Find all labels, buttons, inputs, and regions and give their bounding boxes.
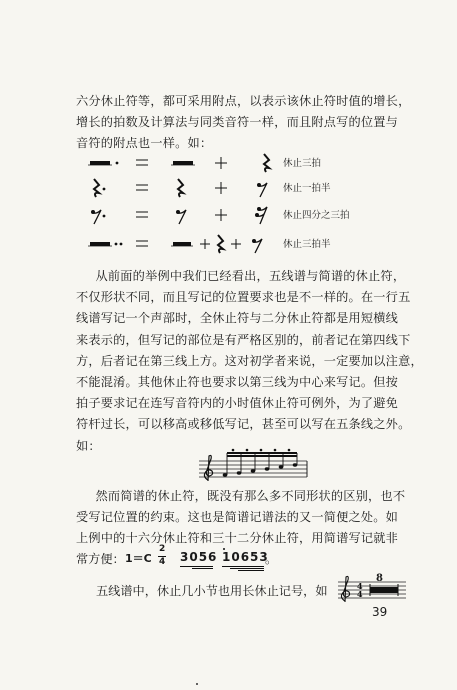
dotted-rest-example-2 xyxy=(88,177,408,199)
paragraph-jianpu-rests xyxy=(76,486,408,550)
dotted-rest-example-3 xyxy=(88,204,408,226)
staff-example-beamed-rests xyxy=(197,447,309,483)
time-signature-top: 2 xyxy=(159,544,166,554)
example-label: 休止四分之三拍 xyxy=(283,210,350,221)
paragraph-rest-placement xyxy=(76,266,423,457)
multirest-staff-example xyxy=(336,570,408,602)
underline-beam xyxy=(222,566,264,567)
text-line: 方，后者记在第三线上方。这对初学者来说，一定要加以注意， xyxy=(76,353,423,368)
example-label: 休止一拍半 xyxy=(283,183,331,194)
text-line: 增长的拍数及计算法与同类音符一样，而且附点写的位置与 xyxy=(76,115,399,130)
text-line: 拍子要求记在连写音符内的小时值休止符可例外，为了避免 xyxy=(76,396,399,411)
rest-equation-4-notation xyxy=(88,233,278,255)
text-line: 线谱写记一个声部时，全休止符与二分休止符都是用短横线 xyxy=(76,311,399,326)
text-line: 来表示的，但写记的部位是有严格区别的，前者记在第四线下 xyxy=(76,332,411,347)
dotted-rest-example-4 xyxy=(88,233,408,255)
underline-beam xyxy=(192,568,213,569)
high-octave-dot xyxy=(223,548,225,550)
time-signature-bottom: 4 xyxy=(159,557,166,567)
key-signature: 1＝C xyxy=(125,552,152,565)
jianpu-group-1: 3056 xyxy=(180,550,218,564)
rest-equation-3-notation xyxy=(88,204,278,226)
underline-beam xyxy=(238,570,264,571)
text-line: 常方便： xyxy=(76,552,125,566)
text-line: 不仅形状不同，而且写记的位置要求也是不一样的。在一行五 xyxy=(76,290,411,305)
text-line: 音符的附点也一样。如： xyxy=(76,136,213,151)
rest-equation-1-notation xyxy=(88,152,278,174)
text-line: 符杆过长，可以移高或移低写记，甚至可以写在五条线之外。 xyxy=(76,417,411,432)
text-line: 六分休止符等，都可采用附点，以表示该休止符时值的增长， xyxy=(76,94,411,108)
rest-equation-2-notation xyxy=(88,177,278,199)
text-line: 从前面的举例中我们已经看出，五线谱与简谱的休止符， xyxy=(95,269,406,283)
text-line: 。 xyxy=(265,552,278,566)
underline-beam xyxy=(180,566,213,567)
text-line: 不能混淆。其他休止符也要求以第三线为中心来写记。但按 xyxy=(76,375,399,390)
text-line: 上例中的十六分休止符和三十二分休止符，用简谱写记就非 xyxy=(76,531,399,546)
page-number: 39 xyxy=(372,605,388,619)
text-line: 如： xyxy=(76,438,101,453)
scan-dot xyxy=(196,683,198,685)
example-label: 休止三拍 xyxy=(283,158,322,169)
svg-text:4: 4 xyxy=(357,581,363,591)
text-line: 然而简谱的休止符，既没有那么多不同形状的区别，也不 xyxy=(95,489,406,503)
dotted-rest-example-1 xyxy=(88,152,408,174)
svg-text:4: 4 xyxy=(357,589,363,599)
jianpu-group-2: 10653 xyxy=(222,550,269,564)
example-label: 休止三拍半 xyxy=(283,239,331,250)
text-line: 受写记位置的约束。这也是简谱记谱法的又一简便之处。如 xyxy=(76,510,399,525)
paragraph-multirest: 五线谱中，休止几小节也用长休止记号，如 xyxy=(96,584,328,598)
jianpu-example-line xyxy=(76,546,408,572)
multirest-count: 8 xyxy=(376,573,383,584)
underline-beam xyxy=(230,568,264,569)
paragraph-dotted-rests xyxy=(76,91,411,155)
